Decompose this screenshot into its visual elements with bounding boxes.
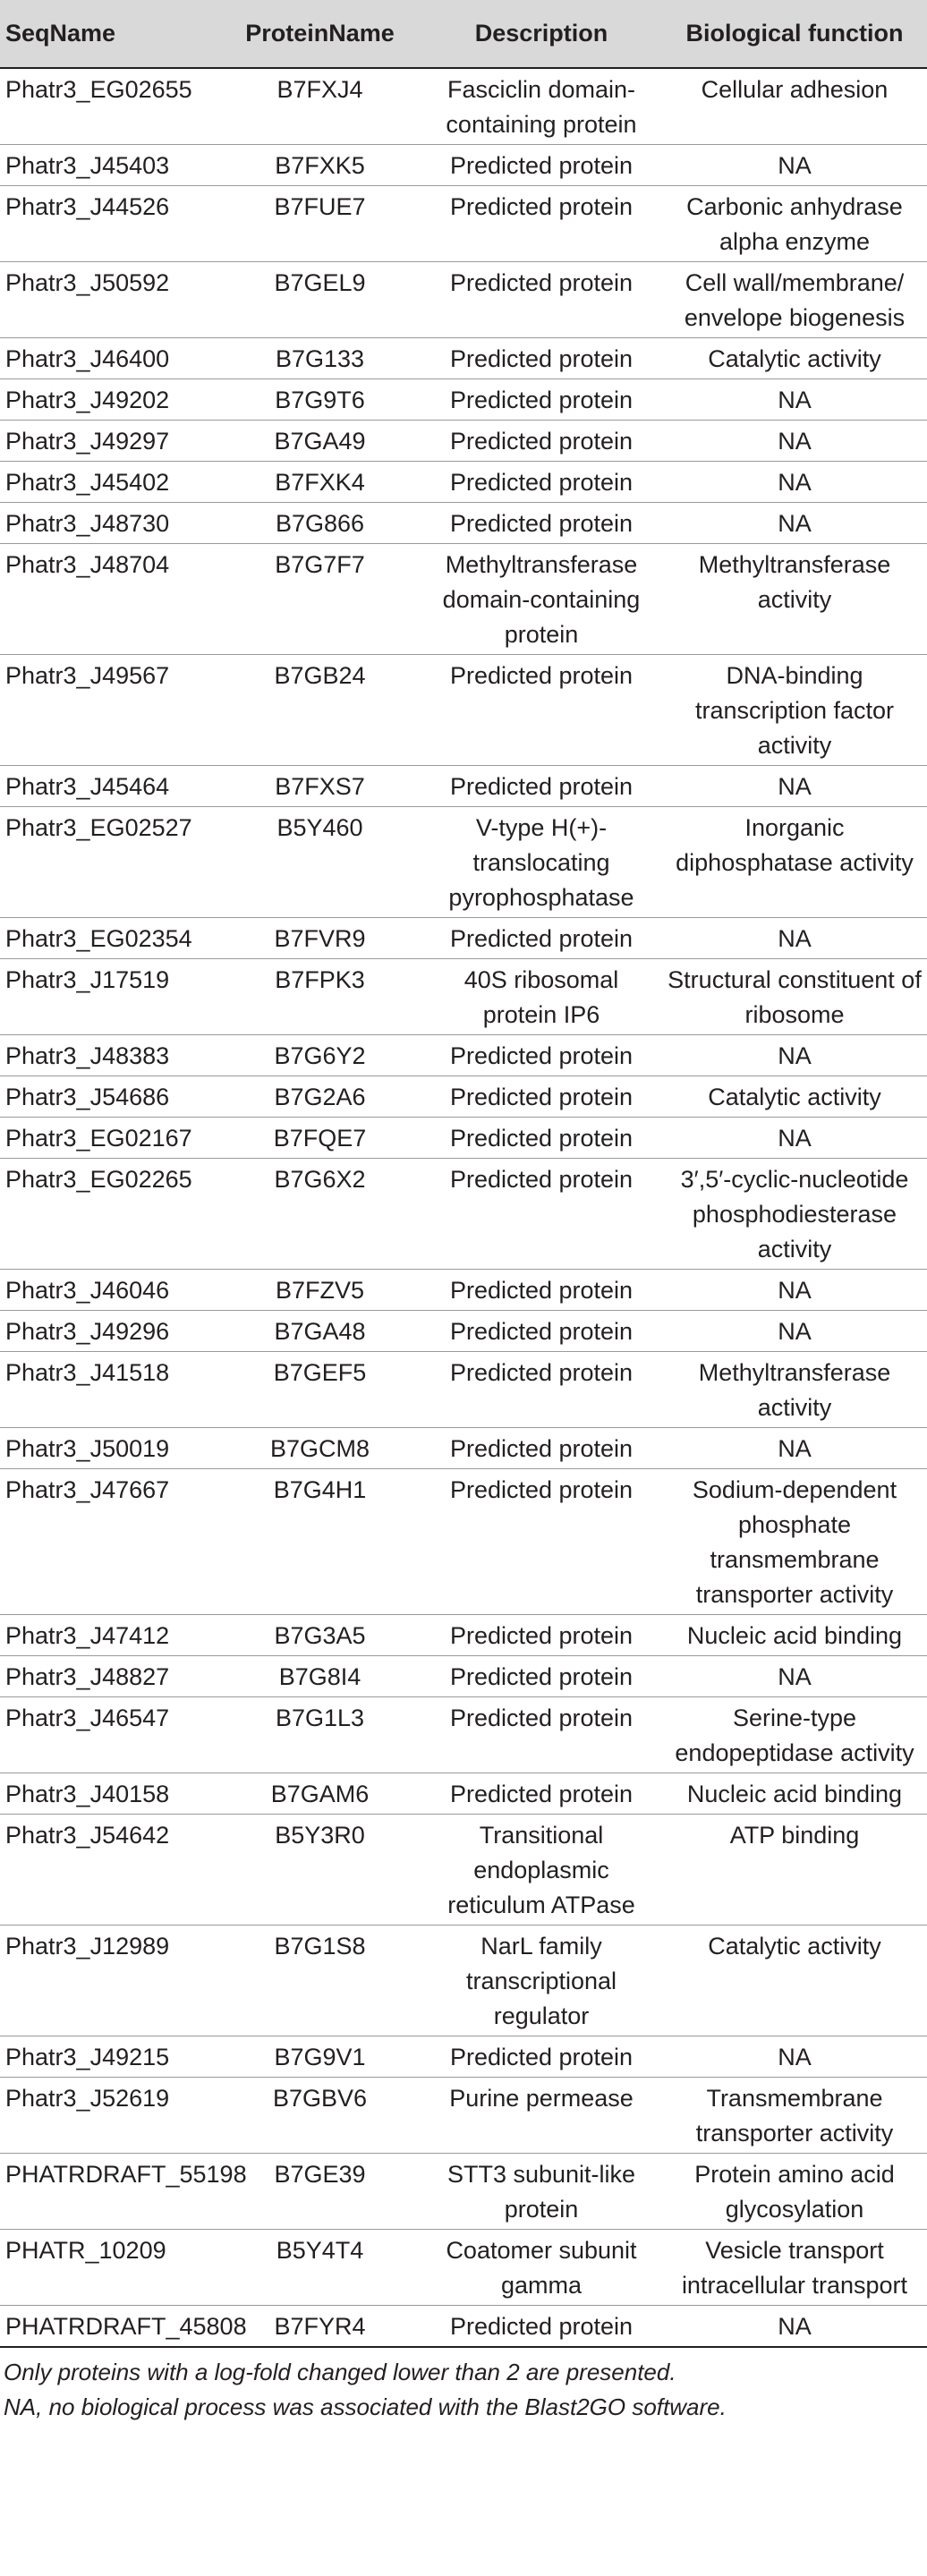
cell-description: Transitional endoplasmic reticulum ATPase xyxy=(421,1815,662,1926)
cell-proteinname: B7G4H1 xyxy=(219,1469,421,1615)
table-row xyxy=(0,462,927,503)
table-row xyxy=(0,1615,927,1656)
cell-biological-function: NA xyxy=(662,503,927,544)
cell-description: Predicted protein xyxy=(421,1352,662,1428)
table-row xyxy=(0,2306,927,2348)
cell-proteinname: B7FXK5 xyxy=(219,145,421,186)
cell-description: Predicted protein xyxy=(421,145,662,186)
cell-biological-function: NA xyxy=(662,1270,927,1311)
table-row xyxy=(0,1076,927,1118)
cell-proteinname: B7G8I4 xyxy=(219,1656,421,1697)
cell-seqname: Phatr3_J17519 xyxy=(0,959,219,1035)
cell-biological-function: NA xyxy=(662,1311,927,1352)
cell-proteinname: B7G1S8 xyxy=(219,1926,421,2036)
cell-seqname: Phatr3_J45402 xyxy=(0,462,219,503)
header-biological-function: Biological function xyxy=(662,0,927,68)
cell-proteinname: B7GA49 xyxy=(219,421,421,462)
table-row xyxy=(0,2036,927,2078)
cell-seqname: Phatr3_EG02167 xyxy=(0,1118,219,1159)
cell-proteinname: B7FUE7 xyxy=(219,186,421,262)
cell-proteinname: B7GB24 xyxy=(219,655,421,766)
cell-description: Predicted protein xyxy=(421,1159,662,1270)
cell-seqname: Phatr3_J47667 xyxy=(0,1469,219,1615)
cell-seqname: Phatr3_J47412 xyxy=(0,1615,219,1656)
cell-seqname: Phatr3_EG02655 xyxy=(0,68,219,145)
table-row xyxy=(0,1035,927,1076)
cell-biological-function: Cellular adhesion xyxy=(662,68,927,145)
cell-description: Predicted protein xyxy=(421,462,662,503)
cell-proteinname: B7FZV5 xyxy=(219,1270,421,1311)
cell-proteinname: B7FYR4 xyxy=(219,2306,421,2348)
cell-proteinname: B7G1L3 xyxy=(219,1697,421,1773)
cell-seqname: Phatr3_J45403 xyxy=(0,145,219,186)
cell-description: Predicted protein xyxy=(421,1428,662,1469)
table-row xyxy=(0,655,927,766)
cell-seqname: Phatr3_J50592 xyxy=(0,262,219,338)
cell-biological-function: Protein amino acid glycosylation xyxy=(662,2154,927,2230)
cell-description: Predicted protein xyxy=(421,1656,662,1697)
cell-description: Predicted protein xyxy=(421,262,662,338)
header-seqname: SeqName xyxy=(0,0,219,68)
table-row xyxy=(0,766,927,807)
cell-biological-function: Methyltransferase activity xyxy=(662,1352,927,1428)
cell-proteinname: B7G866 xyxy=(219,503,421,544)
cell-biological-function: Carbonic anhydrase alpha enzyme xyxy=(662,186,927,262)
cell-seqname: Phatr3_J54686 xyxy=(0,1076,219,1118)
cell-biological-function: NA xyxy=(662,421,927,462)
cell-description: Fasciclin domain-containing protein xyxy=(421,68,662,145)
cell-biological-function: NA xyxy=(662,462,927,503)
table-row xyxy=(0,1352,927,1428)
cell-seqname: Phatr3_J48383 xyxy=(0,1035,219,1076)
cell-proteinname: B7GE39 xyxy=(219,2154,421,2230)
cell-biological-function: Catalytic activity xyxy=(662,1926,927,2036)
table-row xyxy=(0,959,927,1035)
cell-description: Predicted protein xyxy=(421,1118,662,1159)
cell-biological-function: Catalytic activity xyxy=(662,1076,927,1118)
header-proteinname: ProteinName xyxy=(219,0,421,68)
cell-proteinname: B7G3A5 xyxy=(219,1615,421,1656)
cell-description: Predicted protein xyxy=(421,503,662,544)
cell-description: Predicted protein xyxy=(421,1035,662,1076)
cell-description: Predicted protein xyxy=(421,1076,662,1118)
cell-seqname: Phatr3_J44526 xyxy=(0,186,219,262)
cell-biological-function: Inorganic diphosphatase activity xyxy=(662,807,927,918)
cell-proteinname: B7G9V1 xyxy=(219,2036,421,2078)
cell-biological-function: Methyltransferase activity xyxy=(662,544,927,655)
cell-description: Predicted protein xyxy=(421,2036,662,2078)
cell-seqname: Phatr3_J52619 xyxy=(0,2078,219,2154)
table-row xyxy=(0,1270,927,1311)
cell-seqname: Phatr3_J50019 xyxy=(0,1428,219,1469)
cell-proteinname: B7FQE7 xyxy=(219,1118,421,1159)
cell-description: STT3 subunit-like protein xyxy=(421,2154,662,2230)
cell-biological-function: Transmembrane transporter activity xyxy=(662,2078,927,2154)
cell-proteinname: B7GEL9 xyxy=(219,262,421,338)
cell-biological-function: NA xyxy=(662,2036,927,2078)
table-row xyxy=(0,503,927,544)
table-row xyxy=(0,145,927,186)
table-body xyxy=(0,68,927,2347)
cell-description: Predicted protein xyxy=(421,186,662,262)
cell-biological-function: Sodium-dependent phosphate transmembrane transporter activity xyxy=(662,1469,927,1615)
cell-proteinname: B7G7F7 xyxy=(219,544,421,655)
cell-proteinname: B7G9T6 xyxy=(219,379,421,421)
table-row xyxy=(0,1697,927,1773)
table-row xyxy=(0,807,927,918)
cell-description: Predicted protein xyxy=(421,1469,662,1615)
cell-proteinname: B7GBV6 xyxy=(219,2078,421,2154)
cell-biological-function: NA xyxy=(662,766,927,807)
table-row xyxy=(0,1773,927,1815)
cell-biological-function: Vesicle transport intracellular transport xyxy=(662,2230,927,2306)
cell-proteinname: B7GAM6 xyxy=(219,1773,421,1815)
table-row xyxy=(0,1118,927,1159)
cell-description: Predicted protein xyxy=(421,2306,662,2348)
cell-biological-function: NA xyxy=(662,145,927,186)
cell-proteinname: B7GA48 xyxy=(219,1311,421,1352)
cell-biological-function: Catalytic activity xyxy=(662,338,927,379)
table-footnotes xyxy=(0,2348,927,2425)
cell-proteinname: B7FXJ4 xyxy=(219,68,421,145)
header-row xyxy=(0,0,927,68)
cell-biological-function: Serine-type endopeptidase activity xyxy=(662,1697,927,1773)
table-row xyxy=(0,2154,927,2230)
table-row xyxy=(0,421,927,462)
cell-seqname: Phatr3_J49215 xyxy=(0,2036,219,2078)
cell-biological-function: NA xyxy=(662,1118,927,1159)
cell-biological-function: Cell wall/membrane/ envelope biogenesis xyxy=(662,262,927,338)
cell-seqname: Phatr3_J49567 xyxy=(0,655,219,766)
table-row xyxy=(0,379,927,421)
table-row xyxy=(0,1428,927,1469)
header-description: Description xyxy=(421,0,662,68)
cell-biological-function: ATP binding xyxy=(662,1815,927,1926)
table-row xyxy=(0,1815,927,1926)
cell-description: Predicted protein xyxy=(421,421,662,462)
cell-biological-function: NA xyxy=(662,1656,927,1697)
table-row xyxy=(0,918,927,959)
cell-proteinname: B7FVR9 xyxy=(219,918,421,959)
cell-biological-function: NA xyxy=(662,379,927,421)
cell-description: V-type H(+)-translocating pyrophosphatase xyxy=(421,807,662,918)
cell-seqname: PHATRDRAFT_45808 xyxy=(0,2306,219,2348)
cell-proteinname: B7G133 xyxy=(219,338,421,379)
cell-proteinname: B5Y460 xyxy=(219,807,421,918)
table-row xyxy=(0,2078,927,2154)
cell-seqname: Phatr3_J45464 xyxy=(0,766,219,807)
cell-seqname: Phatr3_J48730 xyxy=(0,503,219,544)
cell-proteinname: B7FXK4 xyxy=(219,462,421,503)
cell-seqname: Phatr3_J46046 xyxy=(0,1270,219,1311)
cell-seqname: Phatr3_J48704 xyxy=(0,544,219,655)
cell-seqname: Phatr3_J46547 xyxy=(0,1697,219,1773)
cell-proteinname: B7G6X2 xyxy=(219,1159,421,1270)
footnote: Only proteins with a log-fold changed lower than 2 are presented. xyxy=(4,2359,676,2385)
table-row xyxy=(0,544,927,655)
table-row xyxy=(0,1469,927,1615)
cell-seqname: Phatr3_EG02527 xyxy=(0,807,219,918)
table-header xyxy=(0,0,927,68)
cell-biological-function: Structural constituent of ribosome xyxy=(662,959,927,1035)
footnote: NA, no biological process was associated with the Blast2GO software. xyxy=(4,2393,727,2420)
table-row xyxy=(0,1656,927,1697)
cell-seqname: Phatr3_J41518 xyxy=(0,1352,219,1428)
table-row xyxy=(0,186,927,262)
cell-proteinname: B7G6Y2 xyxy=(219,1035,421,1076)
cell-seqname: Phatr3_J49297 xyxy=(0,421,219,462)
cell-description: Predicted protein xyxy=(421,655,662,766)
cell-biological-function: 3′,5′-cyclic-nucleotide phosphodiesterase activity xyxy=(662,1159,927,1270)
cell-proteinname: B7GCM8 xyxy=(219,1428,421,1469)
cell-description: Predicted protein xyxy=(421,379,662,421)
cell-biological-function: Nucleic acid binding xyxy=(662,1773,927,1815)
cell-seqname: Phatr3_J54642 xyxy=(0,1815,219,1926)
cell-description: Coatomer subunit gamma xyxy=(421,2230,662,2306)
cell-seqname: PHATRDRAFT_55198 xyxy=(0,2154,219,2230)
cell-biological-function: NA xyxy=(662,2306,927,2348)
cell-seqname: Phatr3_J40158 xyxy=(0,1773,219,1815)
cell-seqname: Phatr3_EG02265 xyxy=(0,1159,219,1270)
cell-proteinname: B7G2A6 xyxy=(219,1076,421,1118)
cell-description: Predicted protein xyxy=(421,1270,662,1311)
cell-seqname: Phatr3_J12989 xyxy=(0,1926,219,2036)
cell-description: NarL family transcriptional regulator xyxy=(421,1926,662,2036)
cell-description: Predicted protein xyxy=(421,1773,662,1815)
cell-description: 40S ribosomal protein IP6 xyxy=(421,959,662,1035)
cell-proteinname: B7FXS7 xyxy=(219,766,421,807)
cell-biological-function: NA xyxy=(662,1428,927,1469)
cell-description: Methyltransferase domain-containing protein xyxy=(421,544,662,655)
cell-seqname: PHATR_10209 xyxy=(0,2230,219,2306)
cell-description: Predicted protein xyxy=(421,918,662,959)
cell-proteinname: B5Y3R0 xyxy=(219,1815,421,1926)
cell-proteinname: B7GEF5 xyxy=(219,1352,421,1428)
cell-seqname: Phatr3_J48827 xyxy=(0,1656,219,1697)
cell-description: Predicted protein xyxy=(421,1311,662,1352)
table-row xyxy=(0,1311,927,1352)
table-row xyxy=(0,2230,927,2306)
cell-biological-function: NA xyxy=(662,918,927,959)
cell-proteinname: B5Y4T4 xyxy=(219,2230,421,2306)
table-row xyxy=(0,1159,927,1270)
table-row xyxy=(0,68,927,145)
cell-description: Predicted protein xyxy=(421,1697,662,1773)
cell-proteinname: B7FPK3 xyxy=(219,959,421,1035)
cell-seqname: Phatr3_J49202 xyxy=(0,379,219,421)
table-row xyxy=(0,262,927,338)
cell-seqname: Phatr3_EG02354 xyxy=(0,918,219,959)
cell-biological-function: DNA-binding transcription factor activity xyxy=(662,655,927,766)
cell-seqname: Phatr3_J46400 xyxy=(0,338,219,379)
table-row xyxy=(0,1926,927,2036)
cell-description: Predicted protein xyxy=(421,1615,662,1656)
cell-biological-function: NA xyxy=(662,1035,927,1076)
cell-biological-function: Nucleic acid binding xyxy=(662,1615,927,1656)
cell-description: Predicted protein xyxy=(421,338,662,379)
cell-description: Purine permease xyxy=(421,2078,662,2154)
cell-seqname: Phatr3_J49296 xyxy=(0,1311,219,1352)
cell-description: Predicted protein xyxy=(421,766,662,807)
table-row xyxy=(0,338,927,379)
